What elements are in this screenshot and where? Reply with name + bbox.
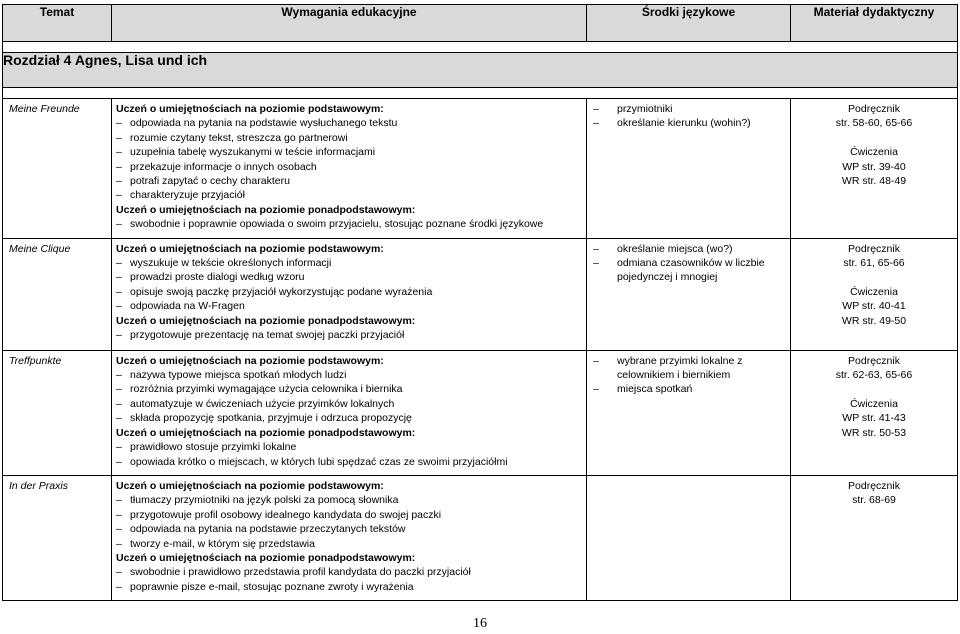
list-item: – określanie kierunku (wohin?) [593,116,786,130]
language-list [593,102,786,131]
workbook-wp-pages: WP str. 41-43 [842,412,906,425]
list-item: – tłumaczy przymiotniki na język polski za pomocą słownika [116,493,582,507]
list-item: – miejsca spotkań [593,382,786,396]
curriculum-table [2,4,958,601]
workbook-label: Ćwiczenia [850,146,898,159]
list-item: – rozumie czytany tekst, streszcza go partnerowi [116,131,582,145]
table-row [3,99,958,239]
textbook-pages: str. 58-60, 65-66 [835,117,913,130]
list-item: – opowiada krótko o miejscach, w których lubi spędzać czas ze swoimi przyjaciółmi [116,455,582,469]
textbook-pages: str. 62-63, 65-66 [835,369,913,382]
advanced-level-label: Uczeń o umiejętnościach na poziomie ponadpodstawowym: [116,314,416,327]
table-header-row [3,5,958,42]
workbook-label: Ćwiczenia [850,397,898,410]
list-item: – wyszukuje w tekście określonych informacji [116,256,582,270]
chapter-row [3,53,958,88]
language-cell [587,475,791,600]
list-item: – potrafi zapytać o cechy charakteru [116,174,582,188]
advanced-level-label: Uczeń o umiejętnościach na poziomie ponadpodstawowym: [116,551,416,564]
list-item: – swobodnie i poprawnie opowiada o swoim przyjacielu, stosując poznane środki językowe [116,217,582,231]
header-topic: Temat [3,5,112,42]
list-item: – automatyzuje w ćwiczeniach użycie przyimków lokalnych [116,397,582,411]
list-item: – przygotowuje prezentację na temat swojej paczki przyjaciół [116,328,582,342]
advanced-level-label: Uczeń o umiejętnościach na poziomie ponadpodstawowym: [116,203,416,216]
workbook-label: Ćwiczenia [850,285,898,298]
chapter-title: Rozdział 4 Agnes, Lisa und ich [3,53,958,88]
list-item: – prowadzi proste dialogi według wzoru [116,270,582,284]
advanced-level-label: Uczeń o umiejętnościach na poziomie ponadpodstawowym: [116,426,416,439]
list-item: – odpowiada na pytania na podstawie przeczytanych tekstów [116,522,582,536]
header-materials: Materiał dydaktyczny [791,5,958,42]
list-item: – poprawnie pisze e-mail, stosując poznane zwroty i wyrażenia [116,580,582,594]
list-item: – swobodnie i prawidłowo przedstawia profil kandydata do paczki przyjaciół [116,565,582,579]
topic-cell: Meine Clique [3,238,112,350]
language-list [593,242,786,285]
basic-list [116,493,582,551]
list-item: – uzupełnia tabelę wyszukanymi w teście informacjami [116,145,582,159]
list-item: – opisuje swoją paczkę przyjaciół wykorzystując podane wyrażenia [116,285,582,299]
textbook-pages: str. 61, 65-66 [843,257,905,270]
table-row [3,350,958,475]
basic-level-label: Uczeń o umiejętnościach na poziomie podstawowym: [116,242,384,255]
materials-cell [791,238,958,350]
list-item: – nazywa typowe miejsca spotkań młodych ludzi [116,368,582,382]
requirements-cell [112,350,587,475]
language-cell [587,238,791,350]
list-item: – składa propozycję spotkania, przyjmuje i odrzuca propozycję [116,411,582,425]
header-language: Środki językowe [587,5,791,42]
basic-level-label: Uczeń o umiejętnościach na poziomie podstawowym: [116,103,384,115]
list-item: – przygotowuje profil osobowy idealnego kandydata do swojej paczki [116,508,582,522]
basic-level-label: Uczeń o umiejętnościach na poziomie podstawowym: [116,479,384,492]
advanced-list [116,217,582,231]
basic-list [116,256,582,314]
basic-list [116,368,582,426]
language-cell [587,350,791,475]
list-item: – prawidłowo stosuje przyimki lokalne [116,440,582,454]
requirements-cell [112,238,587,350]
list-item: – tworzy e-mail, w którym się przedstawia [116,537,582,551]
list-item: – określanie miejsca (wo?) [593,242,786,256]
language-cell [587,99,791,239]
list-item: – charakteryzuje przyjaciół [116,188,582,202]
textbook-label: Podręcznik [848,103,900,115]
advanced-list [116,440,582,469]
list-item: – odmiana czasowników w liczbie pojedynczej i mnogiej [593,256,786,285]
page-number: 16 [473,616,487,631]
topic-cell: Treffpunkte [3,350,112,475]
textbook-pages: str. 68-69 [852,494,896,507]
textbook-label: Podręcznik [848,354,900,367]
materials-cell [791,475,958,600]
basic-level-label: Uczeń o umiejętnościach na poziomie podstawowym: [116,354,384,367]
topic-cell: In der Praxis [3,475,112,600]
table-row [3,238,958,350]
textbook-label: Podręcznik [848,242,900,255]
workbook-wr-pages: WR str. 50-53 [841,426,907,439]
textbook-label: Podręcznik [848,479,900,492]
requirements-cell [112,475,587,600]
requirements-cell [112,99,587,239]
list-item: – odpowiada na pytania na podstawie wysłuchanego tekstu [116,116,582,130]
workbook-wp-pages: WP str. 39-40 [842,160,906,173]
topic-cell: Meine Freunde [3,99,112,239]
header-requirements: Wymagania edukacyjne [112,5,587,42]
materials-cell [791,350,958,475]
list-item: – rozróżnia przyimki wymagające użycia celownika i biernika [116,382,582,396]
list-item: – przymiotniki [593,102,786,116]
advanced-list [116,565,582,594]
workbook-wp-pages: WP str. 40-41 [842,300,906,313]
workbook-wr-pages: WR str. 49-50 [841,314,907,327]
advanced-list [116,328,582,342]
workbook-wr-pages: WR str. 48-49 [841,175,907,188]
table-row [3,475,958,600]
list-item-text: odpowiada na W-Fragen [130,300,245,313]
list-item [116,299,582,313]
basic-list [116,116,582,202]
spacer-row [3,42,958,53]
language-list [593,354,786,397]
materials-cell [791,99,958,239]
list-item: – wybrane przyimki lokalne z celownikiem i biernikiem [593,354,786,383]
list-item: – przekazuje informacje o innych osobach [116,160,582,174]
spacer-row [3,88,958,99]
